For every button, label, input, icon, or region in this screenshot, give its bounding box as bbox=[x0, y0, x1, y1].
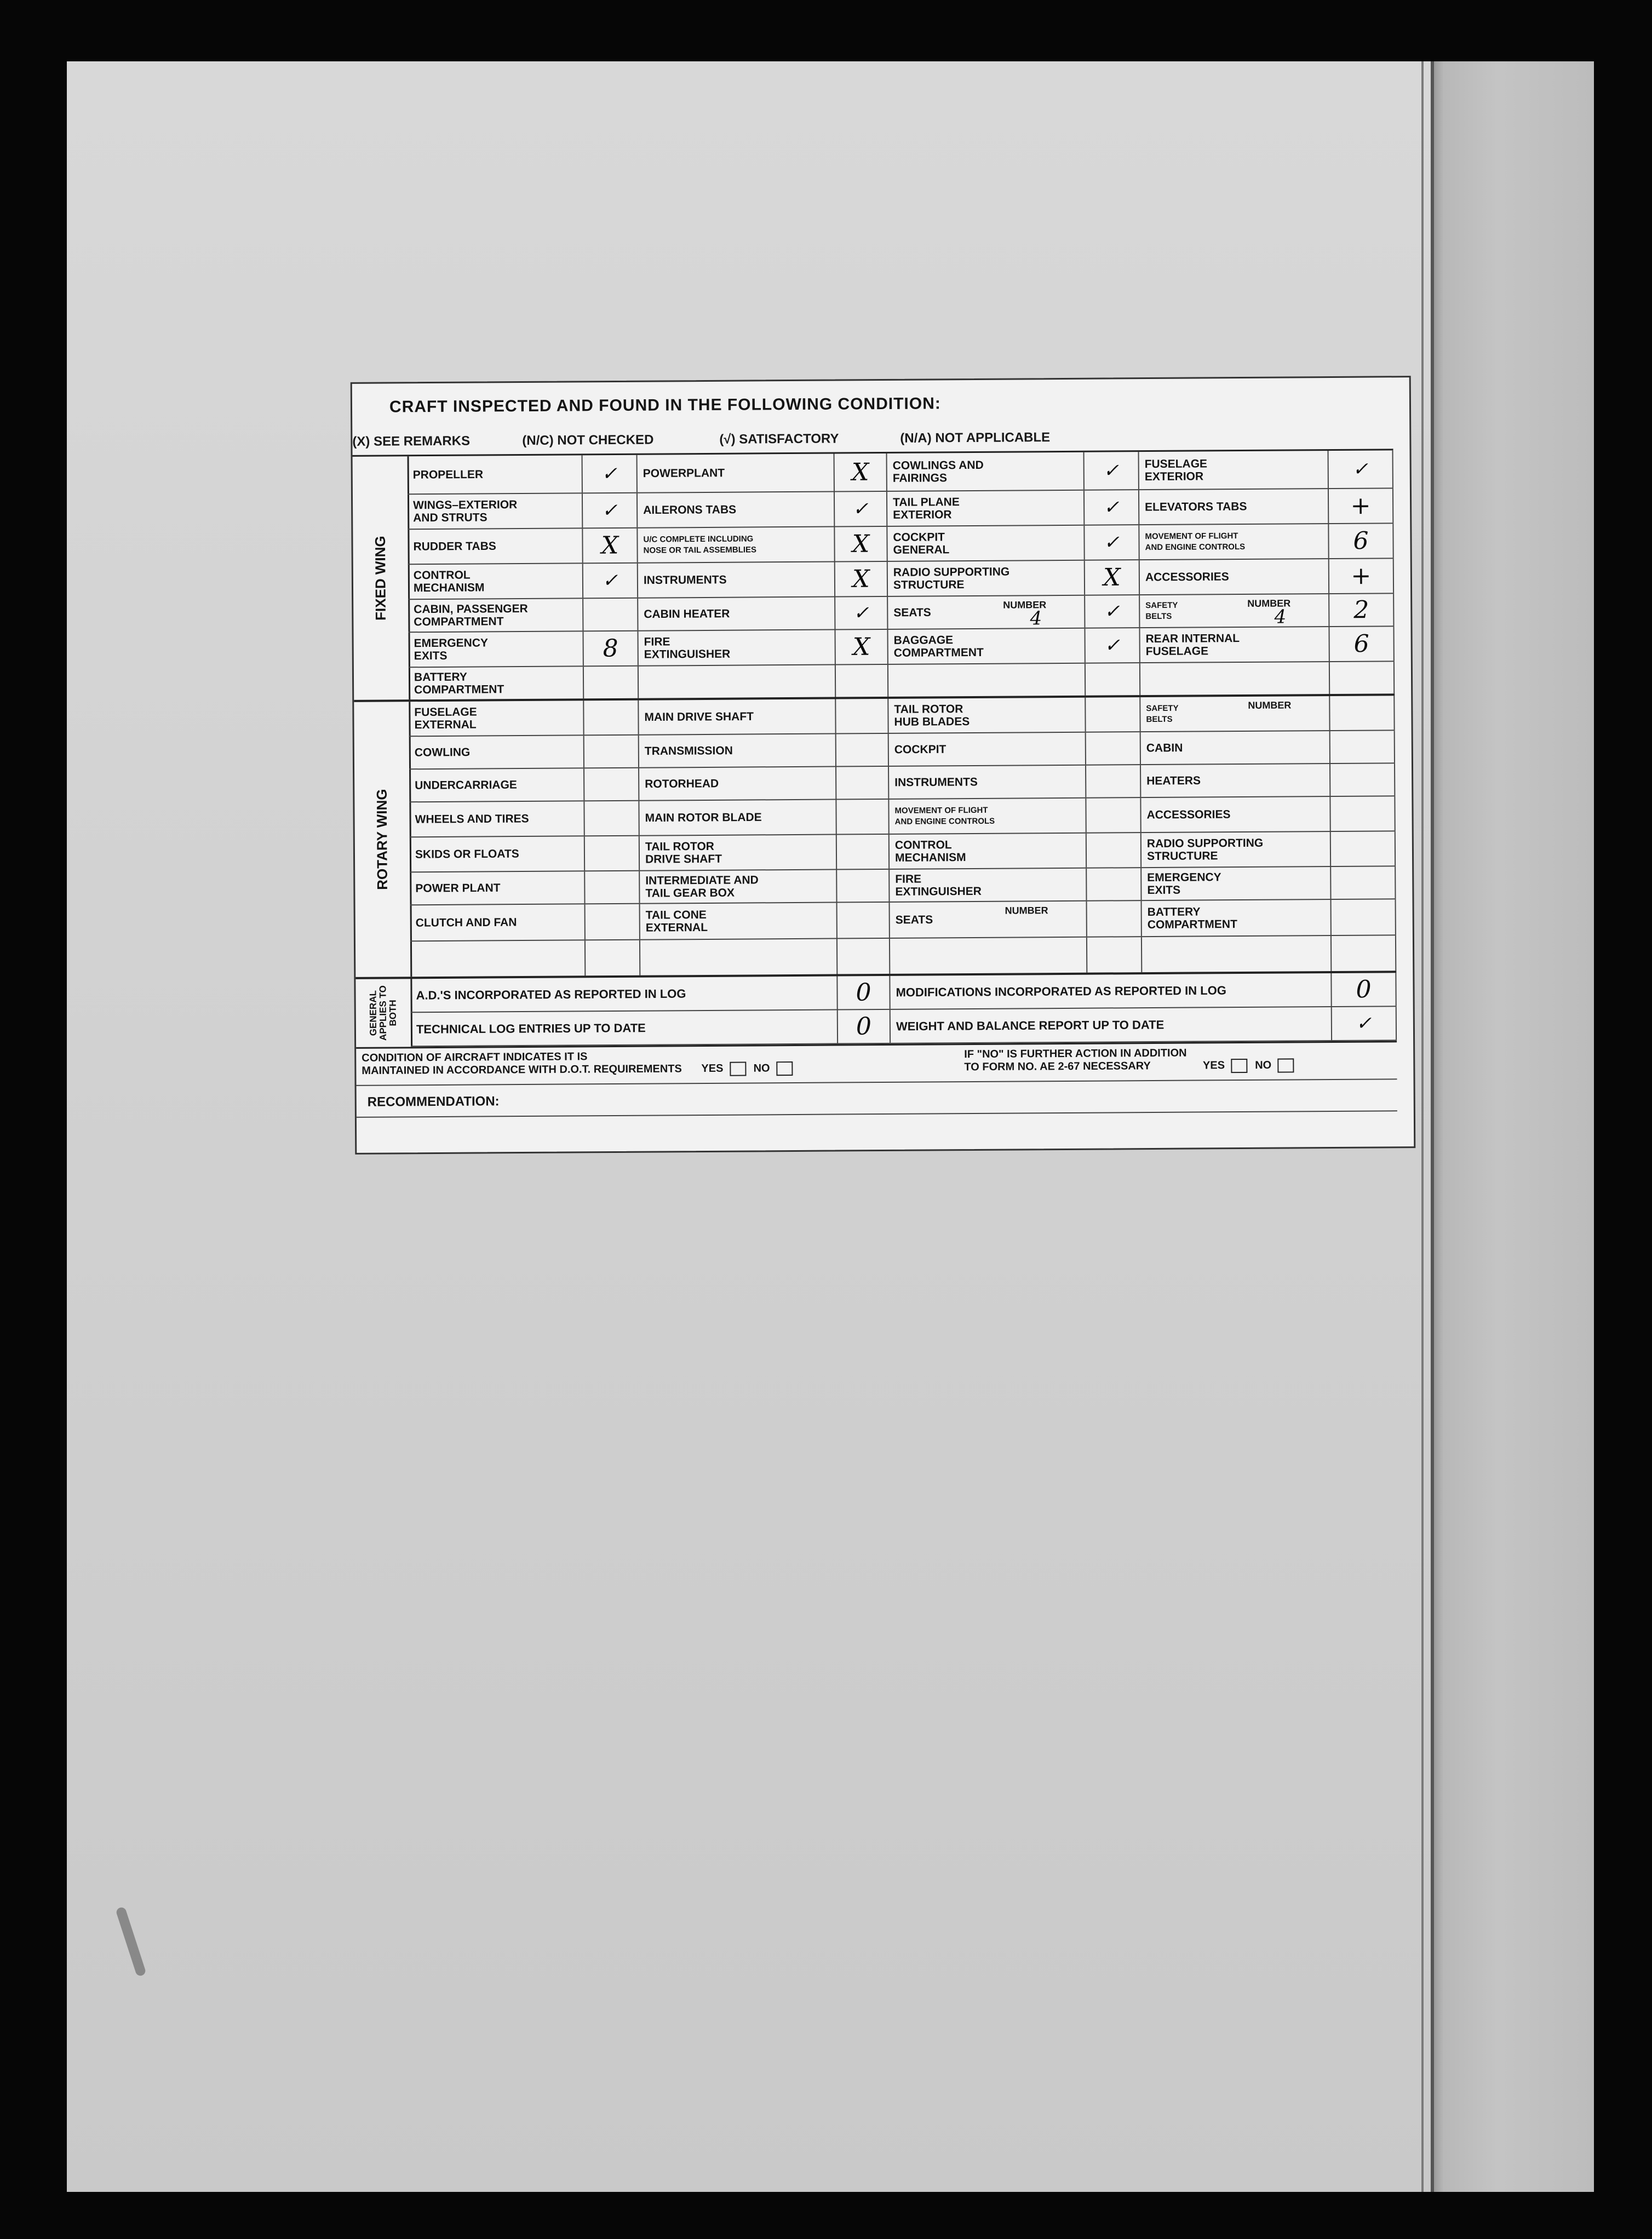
rotary-item-cell bbox=[639, 800, 836, 835]
fixed-item-label: BAGGAGE COMPARTMENT bbox=[893, 634, 984, 659]
rotary-mark-cell[interactable] bbox=[1330, 696, 1395, 730]
fixed-item-label: U/C COMPLETE INCLUDING NOSE OR TAIL ASSEMBLIES bbox=[643, 534, 757, 555]
rotary-row bbox=[409, 696, 1395, 737]
fixed-mark-cell[interactable] bbox=[835, 630, 888, 664]
fixed-number-label: NUMBER bbox=[1003, 599, 1047, 611]
rotary-item-label: COWLING bbox=[414, 746, 471, 759]
general-right-cell bbox=[891, 1007, 1332, 1043]
rotary-item-label: EMERGENCY EXITS bbox=[1147, 871, 1221, 897]
rotary-item-cell bbox=[890, 902, 1087, 938]
fixed-mark-cell[interactable] bbox=[1329, 627, 1394, 661]
rotary-number-label: NUMBER bbox=[1005, 905, 1048, 916]
fixed-condition-mark: ✓ bbox=[1104, 634, 1121, 657]
legend-satisfactory: (√) SATISFACTORY bbox=[719, 431, 839, 447]
fixed-number-value: 4 bbox=[1274, 606, 1287, 628]
fixed-item-cell bbox=[408, 529, 583, 564]
general-row bbox=[410, 973, 1396, 1013]
inspection-card bbox=[351, 376, 1416, 1155]
rotary-item-label: MAIN DRIVE SHAFT bbox=[644, 710, 754, 724]
fixed-item-cell bbox=[408, 455, 583, 493]
general-right-mark-cell[interactable] bbox=[1332, 973, 1396, 1006]
rotary-item-label: ROTORHEAD bbox=[645, 777, 719, 791]
fixed-condition-mark: ✓ bbox=[1103, 460, 1120, 482]
fixed-item-label: COWLINGS AND FAIRINGS bbox=[892, 458, 984, 485]
rotary-item-cell bbox=[889, 733, 1086, 766]
rotary-mark-cell[interactable] bbox=[586, 904, 640, 940]
rotary-item-cell bbox=[1142, 900, 1332, 936]
rotary-item-cell bbox=[1142, 936, 1332, 972]
rotary-item-cell bbox=[640, 939, 838, 975]
fixed-item-label: CONTROL MECHANISM bbox=[413, 569, 485, 595]
rotary-item-cell bbox=[410, 836, 585, 871]
condition-right-line2-wrap bbox=[964, 1058, 1380, 1075]
fixed-condition-mark: X bbox=[1103, 563, 1121, 592]
rotary-item-cell bbox=[640, 835, 837, 870]
fixed-condition-mark: X bbox=[851, 458, 869, 486]
condition-left-line2: MAINTAINED IN ACCORDANCE WITH D.O.T. REQUIREMENTS bbox=[362, 1063, 682, 1077]
fixed-item-label: SEATS bbox=[893, 606, 931, 619]
fixed-mark-cell[interactable] bbox=[1329, 489, 1393, 523]
rotary-item-label: TAIL CONE EXTERNAL bbox=[645, 908, 708, 934]
fixed-item-cell bbox=[638, 630, 835, 665]
rotary-mark-cell[interactable] bbox=[1331, 866, 1396, 899]
rotary-item-label: SEATS bbox=[895, 913, 933, 927]
fixed-condition-mark: ✓ bbox=[853, 602, 869, 624]
fixed-item-label: FIRE EXTINGUISHER bbox=[644, 635, 731, 661]
general-right-mark: 0 bbox=[1356, 975, 1372, 1004]
fixed-mark-cell[interactable] bbox=[835, 527, 887, 561]
rotary-item-label: MAIN ROTOR BLADE bbox=[645, 811, 762, 825]
fixed-row bbox=[409, 627, 1395, 668]
rotary-item-cell bbox=[409, 768, 584, 801]
fixed-item-cell bbox=[1140, 559, 1329, 594]
fixed-mark-cell[interactable] bbox=[583, 599, 638, 631]
fixed-item-label: CABIN HEATER bbox=[644, 607, 730, 621]
condition-no-checkbox[interactable] bbox=[776, 1061, 793, 1076]
rotary-item-cell bbox=[1140, 696, 1330, 731]
rotary-row bbox=[410, 831, 1396, 872]
fixed-condition-mark: ✓ bbox=[1352, 458, 1369, 480]
condition-right-no-label: NO bbox=[1255, 1059, 1272, 1072]
fixed-wing-section bbox=[353, 450, 1395, 702]
rotary-mark-cell[interactable] bbox=[586, 940, 640, 976]
rotary-mark-cell[interactable] bbox=[584, 768, 639, 801]
rotary-item-cell bbox=[1141, 731, 1330, 764]
fixed-item-cell bbox=[888, 629, 1085, 664]
fixed-item-label: TAIL PLANE EXTERIOR bbox=[893, 496, 960, 521]
rotary-mark-cell[interactable] bbox=[836, 734, 889, 766]
fixed-mark-cell[interactable] bbox=[1329, 559, 1394, 593]
rotary-row bbox=[409, 796, 1395, 837]
rotary-mark-cell[interactable] bbox=[585, 836, 640, 871]
rotary-item-label: CONTROL MECHANISM bbox=[894, 839, 966, 864]
card-title: CRAFT INSPECTED AND FOUND IN THE FOLLOWING CONDITION: bbox=[389, 394, 941, 416]
general-right-mark: ✓ bbox=[1356, 1012, 1372, 1035]
fixed-item-cell bbox=[638, 454, 835, 492]
fixed-mark-cell[interactable] bbox=[1085, 560, 1140, 595]
rotary-item-label: HEATERS bbox=[1146, 774, 1201, 788]
fixed-item-label: REAR INTERNAL FUSELAGE bbox=[1145, 632, 1240, 658]
fixed-mark-cell[interactable] bbox=[835, 492, 887, 526]
fixed-condition-mark: X bbox=[852, 530, 870, 558]
fixed-condition-mark: 2 bbox=[1353, 596, 1369, 624]
fixed-item-cell bbox=[1139, 489, 1329, 524]
condition-row bbox=[356, 1042, 1397, 1086]
fixed-item-cell bbox=[638, 492, 835, 527]
fixed-item-cell bbox=[1139, 524, 1329, 559]
rotary-item-cell bbox=[888, 698, 1086, 733]
rotary-row bbox=[410, 935, 1396, 977]
condition-right bbox=[964, 1046, 1380, 1075]
rotary-item-cell bbox=[640, 870, 837, 903]
rotary-item-label: BATTERY COMPARTMENT bbox=[1147, 905, 1237, 932]
general-label-text: GENERAL APPLIES TO BOTH bbox=[368, 985, 398, 1041]
fixed-item-cell bbox=[408, 599, 583, 631]
rotary-item-label: TRANSMISSION bbox=[644, 744, 733, 758]
rotary-mark-cell[interactable] bbox=[836, 767, 889, 799]
rotary-mark-cell[interactable] bbox=[585, 871, 640, 904]
general-right-cell bbox=[890, 973, 1332, 1009]
fixed-mark-cell[interactable] bbox=[1085, 525, 1139, 560]
legend-not-checked: (N/C) NOT CHECKED bbox=[522, 432, 654, 449]
fixed-item-cell bbox=[888, 596, 1085, 629]
general-row bbox=[411, 1007, 1397, 1047]
fixed-mark-cell[interactable] bbox=[584, 631, 639, 666]
rotary-item-cell bbox=[640, 903, 838, 939]
fixed-item-cell bbox=[888, 664, 1086, 697]
fixed-item-cell bbox=[638, 527, 835, 562]
fixed-condition-mark: ✓ bbox=[852, 498, 869, 520]
fixed-item-label: EMERGENCY EXITS bbox=[414, 636, 489, 663]
general-right-mark-cell[interactable] bbox=[1332, 1007, 1397, 1040]
fixed-item-cell bbox=[887, 491, 1085, 526]
rotary-item-label: TAIL ROTOR DRIVE SHAFT bbox=[645, 840, 722, 866]
fixed-item-cell bbox=[1140, 594, 1329, 627]
rotary-wing-section bbox=[354, 696, 1396, 979]
rotary-mark-cell[interactable] bbox=[836, 699, 888, 733]
fixed-row bbox=[408, 524, 1393, 565]
rotary-item-cell bbox=[1141, 797, 1330, 832]
fixed-item-label: AILERONS TABS bbox=[643, 503, 737, 517]
fixed-item-label: MOVEMENT OF FLIGHT AND ENGINE CONTROLS bbox=[1145, 531, 1246, 553]
fixed-wing-label-text: FIXED WING bbox=[371, 536, 389, 621]
fixed-item-label: POWERPLANT bbox=[643, 467, 725, 480]
rotary-item-cell bbox=[639, 734, 836, 767]
fixed-condition-mark: ✓ bbox=[602, 569, 618, 592]
fixed-mark-cell[interactable] bbox=[583, 493, 638, 528]
fixed-item-label: RUDDER TABS bbox=[413, 539, 496, 553]
fixed-item-cell bbox=[638, 598, 835, 630]
fixed-mark-cell[interactable] bbox=[835, 562, 888, 596]
rotary-item-label: SKIDS OR FLOATS bbox=[415, 847, 519, 861]
fixed-mark-cell[interactable] bbox=[1085, 452, 1139, 490]
fixed-item-cell bbox=[1140, 662, 1330, 695]
fixed-condition-mark: + bbox=[1350, 492, 1371, 520]
fixed-row bbox=[408, 450, 1393, 495]
rotary-item-cell bbox=[890, 869, 1087, 902]
fixed-condition-mark: 6 bbox=[1353, 630, 1369, 658]
rotary-mark-cell[interactable] bbox=[1087, 833, 1142, 868]
fixed-row bbox=[409, 662, 1395, 699]
rotary-mark-cell[interactable] bbox=[838, 903, 890, 938]
rotary-item-label: MOVEMENT OF FLIGHT AND ENGINE CONTROLS bbox=[894, 805, 995, 826]
rotary-item-cell bbox=[889, 799, 1086, 834]
rotary-item-cell bbox=[889, 766, 1086, 799]
rotary-mark-cell[interactable] bbox=[836, 800, 889, 834]
rotary-item-cell bbox=[1142, 832, 1331, 867]
fixed-item-cell bbox=[408, 493, 583, 529]
fixed-condition-mark: ✓ bbox=[1104, 531, 1120, 554]
fixed-item-cell bbox=[888, 561, 1085, 596]
general-right-label: MODIFICATIONS INCORPORATED AS REPORTED IN LOG bbox=[896, 983, 1226, 1000]
fixed-mark-cell[interactable] bbox=[836, 665, 888, 697]
condition-right-line2: TO FORM NO. AE 2-67 NECESSARY bbox=[964, 1060, 1151, 1073]
rotary-item-label: FUSELAGE EXTERNAL bbox=[414, 705, 477, 732]
rotary-item-cell bbox=[890, 938, 1087, 974]
fixed-item-cell bbox=[409, 631, 584, 667]
rotary-mark-cell[interactable] bbox=[584, 801, 639, 836]
fixed-condition-mark: 6 bbox=[1353, 527, 1369, 555]
fixed-mark-cell[interactable] bbox=[1085, 595, 1140, 628]
rotary-item-label: INTERMEDIATE AND TAIL GEAR BOX bbox=[645, 874, 759, 900]
fixed-condition-mark: X bbox=[852, 633, 870, 661]
rotary-item-cell bbox=[409, 801, 584, 836]
general-left-mark-cell[interactable] bbox=[838, 1010, 891, 1043]
fixed-condition-mark: ✓ bbox=[601, 499, 618, 522]
rotary-item-label: CLUTCH AND FAN bbox=[415, 916, 517, 929]
condition-no-label: NO bbox=[753, 1062, 770, 1075]
fixed-item-label: BATTERY COMPARTMENT bbox=[414, 670, 504, 697]
general-label bbox=[355, 979, 412, 1047]
fixed-mark-cell[interactable] bbox=[1085, 628, 1140, 663]
rotary-item-label: FIRE EXTINGUISHER bbox=[895, 872, 982, 898]
rotary-item-cell bbox=[890, 834, 1087, 869]
rotary-mark-cell[interactable] bbox=[1087, 937, 1142, 973]
rotary-row bbox=[410, 866, 1396, 905]
rotary-item-label: POWER PLANT bbox=[415, 881, 501, 895]
fixed-mark-cell[interactable] bbox=[835, 453, 887, 491]
rotary-mark-cell[interactable] bbox=[1330, 731, 1395, 763]
rotary-mark-cell[interactable] bbox=[1086, 697, 1140, 732]
general-left-label: TECHNICAL LOG ENTRIES UP TO DATE bbox=[416, 1021, 646, 1036]
rotary-item-cell bbox=[409, 736, 584, 768]
condition-right-no-checkbox[interactable] bbox=[1278, 1058, 1294, 1072]
fixed-condition-mark: ✓ bbox=[1104, 600, 1120, 623]
rotary-mark-cell[interactable] bbox=[1330, 763, 1395, 796]
fixed-wing-label bbox=[353, 456, 411, 700]
rotary-row bbox=[410, 899, 1396, 941]
rotary-mark-cell[interactable] bbox=[838, 939, 890, 974]
rotary-mark-cell[interactable] bbox=[1087, 868, 1142, 900]
fixed-mark-cell[interactable] bbox=[583, 564, 638, 598]
fixed-mark-cell[interactable] bbox=[1329, 594, 1394, 626]
fixed-row bbox=[408, 559, 1394, 600]
fixed-number-value: 4 bbox=[1030, 607, 1042, 629]
rotary-item-label: WHEELS AND TIRES bbox=[415, 812, 529, 826]
condition-right-yes-label: YES bbox=[1202, 1059, 1225, 1072]
rotary-item-cell bbox=[1141, 764, 1330, 797]
folder-fold-line bbox=[1421, 61, 1424, 2192]
condition-yes-label: YES bbox=[701, 1063, 724, 1075]
fixed-item-label: WINGS–EXTERIOR AND STRUTS bbox=[413, 498, 518, 525]
general-section bbox=[355, 973, 1397, 1049]
rotary-item-cell bbox=[1142, 867, 1331, 900]
fixed-condition-mark: + bbox=[1351, 562, 1372, 590]
rotary-item-cell bbox=[410, 940, 586, 977]
rotary-wing-label-text: ROTARY WING bbox=[373, 789, 391, 890]
general-right-label: WEIGHT AND BALANCE REPORT UP TO DATE bbox=[896, 1018, 1165, 1034]
fixed-mark-cell[interactable] bbox=[1330, 662, 1395, 694]
rotary-mark-cell[interactable] bbox=[1086, 732, 1141, 765]
rotary-mark-cell[interactable] bbox=[1086, 765, 1141, 797]
general-left-mark: 0 bbox=[856, 1012, 872, 1041]
fixed-item-cell bbox=[639, 665, 836, 698]
condition-right-yes-checkbox[interactable] bbox=[1231, 1059, 1248, 1073]
fixed-item-cell bbox=[1140, 627, 1329, 662]
recommendation-label: RECOMMENDATION: bbox=[367, 1094, 500, 1110]
rotary-mark-cell[interactable] bbox=[1330, 796, 1395, 831]
condition-right-line1: IF "NO" IS FURTHER ACTION IN ADDITION bbox=[964, 1047, 1187, 1061]
fixed-condition-mark: ✓ bbox=[1103, 496, 1120, 519]
rotary-mark-cell[interactable] bbox=[1332, 899, 1396, 935]
recommendation-row bbox=[357, 1080, 1397, 1118]
fixed-item-label: ELEVATORS TABS bbox=[1145, 500, 1247, 514]
rotary-row bbox=[409, 763, 1395, 802]
rotary-mark-cell[interactable] bbox=[1331, 831, 1396, 866]
rotary-number-label: NUMBER bbox=[1248, 699, 1292, 711]
rotary-wing-label bbox=[354, 702, 412, 977]
fixed-mark-cell[interactable] bbox=[1085, 490, 1139, 525]
fixed-item-cell bbox=[887, 526, 1085, 561]
condition-left-line1: CONDITION OF AIRCRAFT INDICATES IT IS bbox=[362, 1050, 588, 1064]
rotary-item-label: INSTRUMENTS bbox=[894, 776, 978, 789]
rotary-mark-cell[interactable] bbox=[837, 870, 890, 902]
fixed-item-label: FUSELAGE EXTERIOR bbox=[1144, 457, 1208, 484]
fixed-item-cell bbox=[408, 564, 583, 599]
rotary-item-cell bbox=[639, 767, 836, 800]
fixed-item-cell bbox=[887, 452, 1085, 491]
general-left-label: A.D.'S INCORPORATED AS REPORTED IN LOG bbox=[416, 986, 686, 1002]
rotary-item-label: ACCESSORIES bbox=[1146, 808, 1231, 822]
rotary-mark-cell[interactable] bbox=[1332, 935, 1396, 971]
rotary-mark-cell[interactable] bbox=[1087, 901, 1142, 937]
rotary-item-cell bbox=[410, 871, 585, 904]
fixed-item-label: CABIN, PASSENGER COMPARTMENT bbox=[414, 602, 528, 629]
fixed-mark-cell[interactable] bbox=[583, 455, 638, 493]
rotary-item-label: TAIL ROTOR HUB BLADES bbox=[894, 703, 970, 728]
fixed-item-label: INSTRUMENTS bbox=[643, 573, 727, 587]
fixed-item-label: RADIO SUPPORTING STRUCTURE bbox=[893, 565, 1010, 592]
rotary-mark-cell[interactable] bbox=[1086, 798, 1141, 833]
general-left-mark: 0 bbox=[856, 978, 871, 1007]
fixed-mark-cell[interactable] bbox=[583, 529, 638, 563]
fixed-condition-mark: X bbox=[852, 565, 870, 593]
rotary-item-label: UNDERCARRIAGE bbox=[415, 778, 517, 792]
fixed-item-label: COCKPIT GENERAL bbox=[893, 531, 950, 556]
legend-remarks: (X) SEE REMARKS bbox=[352, 433, 471, 449]
inspection-grid bbox=[353, 449, 1397, 1118]
fixed-item-label: SAFETY BELTS bbox=[1145, 600, 1178, 622]
fixed-row bbox=[408, 489, 1393, 530]
rotary-mark-cell[interactable] bbox=[584, 701, 639, 735]
fixed-item-label: ACCESSORIES bbox=[1145, 570, 1229, 584]
fixed-mark-cell[interactable] bbox=[1086, 663, 1140, 696]
legend-not-applicable: (N/A) NOT APPLICABLE bbox=[900, 430, 1051, 446]
rotary-item-label: COCKPIT bbox=[894, 743, 947, 756]
rotary-item-label: CABIN bbox=[1146, 742, 1183, 755]
folder-spine bbox=[1431, 61, 1594, 2192]
fixed-item-label: PROPELLER bbox=[412, 468, 484, 481]
condition-yes-checkbox[interactable] bbox=[730, 1062, 746, 1076]
rotary-item-cell bbox=[409, 701, 584, 736]
rotary-mark-cell[interactable] bbox=[584, 736, 639, 768]
general-left-cell bbox=[411, 1011, 838, 1046]
fixed-item-cell bbox=[638, 562, 835, 598]
general-left-cell bbox=[410, 977, 838, 1012]
rotary-row bbox=[409, 731, 1395, 770]
rotary-item-label: RADIO SUPPORTING STRUCTURE bbox=[1146, 836, 1264, 863]
rotary-item-cell bbox=[410, 904, 586, 940]
fixed-mark-cell[interactable] bbox=[584, 667, 639, 699]
fixed-mark-cell[interactable] bbox=[1329, 450, 1393, 488]
fixed-condition-mark: ✓ bbox=[601, 462, 618, 485]
fixed-condition-mark: X bbox=[601, 531, 619, 560]
fixed-item-cell bbox=[409, 667, 584, 699]
general-left-mark-cell[interactable] bbox=[838, 976, 890, 1009]
fixed-row bbox=[408, 594, 1394, 633]
fixed-condition-mark: 8 bbox=[603, 634, 618, 663]
fixed-number-label: NUMBER bbox=[1247, 598, 1291, 609]
fixed-mark-cell[interactable] bbox=[1329, 524, 1393, 558]
rotary-mark-cell[interactable] bbox=[837, 835, 890, 869]
fixed-mark-cell[interactable] bbox=[835, 597, 888, 629]
rotary-item-label: SAFETY BELTS bbox=[1146, 703, 1179, 725]
rotary-item-cell bbox=[639, 699, 836, 734]
fixed-item-cell bbox=[1139, 451, 1329, 489]
